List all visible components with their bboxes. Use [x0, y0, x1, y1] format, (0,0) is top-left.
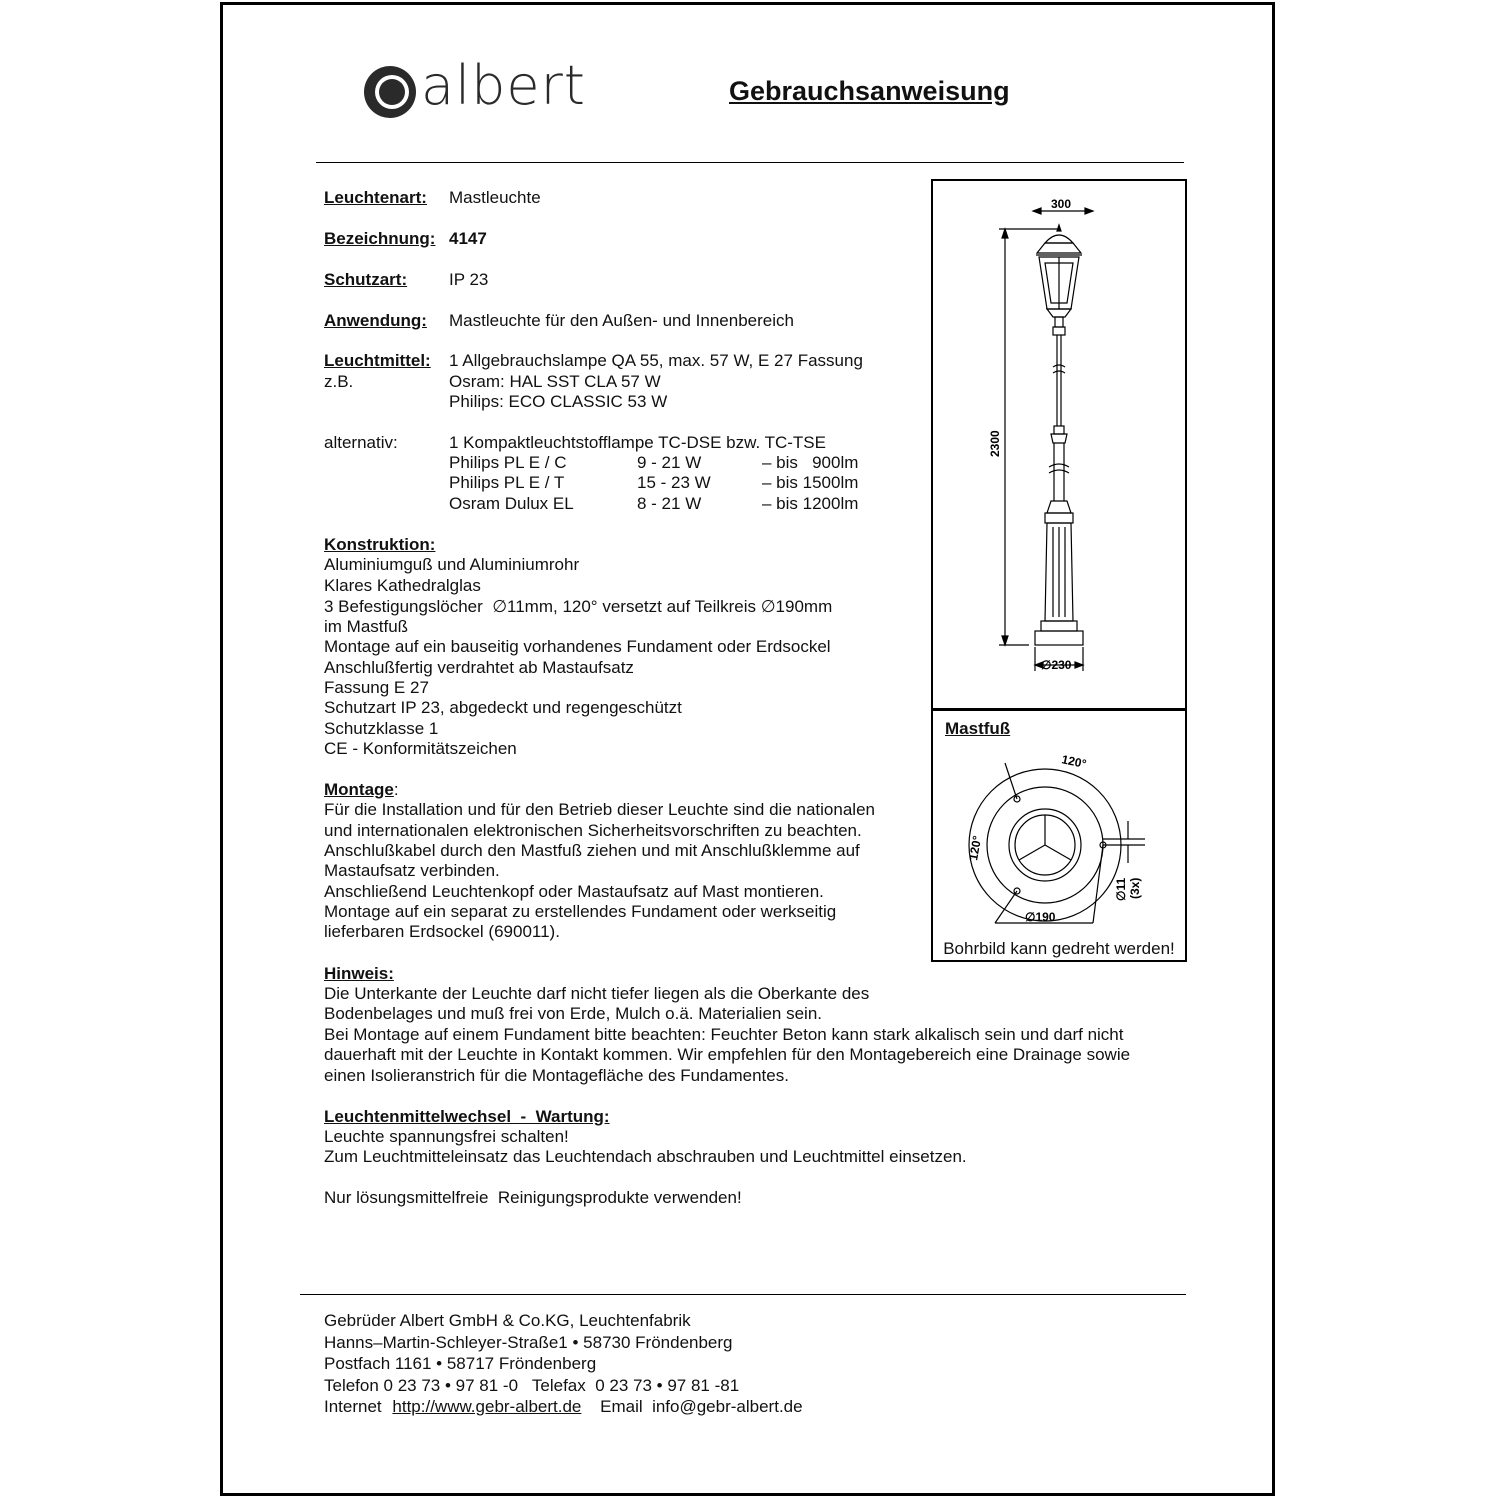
footer-internet-label: Internet [324, 1397, 382, 1416]
montage-line: Montage auf ein separat zu erstellendes Fundament oder werkseitig [324, 902, 837, 921]
konstruktion-line: Schutzart IP 23, abgedeckt und regengeschützt [324, 698, 682, 717]
width-dimension-label: 300 [1051, 197, 1072, 211]
hinweis-label: Hinweis: [324, 964, 394, 983]
konstruktion-line: im Mastfuß [324, 617, 409, 636]
page-title: Gebrauchsanweisung [729, 76, 1010, 106]
angle-top-label: 120° [1060, 752, 1088, 772]
montage-label: Montage [324, 780, 394, 799]
albert-logo-mark-icon [362, 64, 422, 120]
footer-divider [300, 1294, 1186, 1295]
bohrbild-note: Bohrbild kann gedreht werden! [943, 939, 1175, 958]
alt-row-name: Philips PL E / T [449, 473, 565, 492]
lamp-post-drawing [933, 181, 1185, 708]
montage-colon: : [393, 780, 399, 799]
bezeichnung-label: Bezeichnung: [324, 229, 436, 248]
bezeichnung-value: 4147 [449, 229, 487, 248]
alt-row-lumen: – bis 1200lm [762, 494, 859, 513]
zb-line: Osram: HAL SST CLA 57 W [449, 372, 661, 391]
footer-email[interactable]: Email info@gebr-albert.de [600, 1397, 803, 1416]
alternativ-label: alternativ: [324, 433, 398, 452]
lamp-drawing-box [931, 179, 1187, 710]
hole-dimension-label: ∅11 [1114, 877, 1128, 901]
montage-line: lieferbaren Erdsockel (690011). [324, 922, 560, 941]
hinweis-line: Die Unterkante der Leuchte darf nicht tiefer liegen als die Oberkante des [324, 984, 870, 1003]
konstruktion-line: Montage auf ein bauseitig vorhandenes Fundament oder Erdsockel [324, 637, 831, 656]
website-link[interactable]: http://www.gebr-albert.de [392, 1397, 582, 1416]
hole-count-label: (3x) [1128, 877, 1142, 899]
zb-line: Philips: ECO CLASSIC 53 W [449, 392, 668, 411]
montage-line: Anschließend Leuchtenkopf oder Mastaufsatz auf Mast montieren. [324, 882, 824, 901]
montage-heading [324, 780, 399, 800]
konstruktion-line: Schutzklasse 1 [324, 719, 439, 738]
wartung-label: Leuchtenmittelwechsel - Wartung: [324, 1107, 610, 1126]
alt-row-name: Philips PL E / C [449, 453, 567, 472]
mastfuss-box [931, 709, 1187, 962]
schutzart-value: IP 23 [449, 270, 489, 289]
alt-row-lumen: – bis 900lm [762, 453, 859, 472]
footer-internet [324, 1396, 803, 1417]
schutzart-label: Schutzart: [324, 270, 408, 289]
alt-row-watt: 15 - 23 W [637, 473, 711, 492]
konstruktion-line: Fassung E 27 [324, 678, 429, 697]
cleaning-note: Nur lösungsmittelfreie Reinigungsprodukte verwenden! [324, 1188, 742, 1207]
footer-postfach: Postfach 1161 • 58717 Fröndenberg [324, 1354, 597, 1373]
alternativ-value: 1 Kompaktleuchtstofflampe TC-DSE bzw. TC-TSE [449, 433, 826, 452]
leuchtmittel-label: Leuchtmittel: [324, 351, 431, 370]
hinweis-line: Bei Montage auf einem Fundament bitte beachten: Feuchter Beton kann stark alkalisch sein und darf nicht [324, 1025, 1124, 1044]
footer-address: Hanns–Martin-Schleyer-Straße1 • 58730 Fröndenberg [324, 1333, 733, 1352]
konstruktion-line: Aluminiumguß und Aluminiumrohr [324, 555, 580, 574]
anwendung-label: Anwendung: [324, 311, 427, 330]
logo-wordmark: albert [421, 54, 586, 117]
montage-line: Mastaufsatz verbinden. [324, 861, 500, 880]
hinweis-line: einen Isolieranstrich für die Montagefläche des Fundamentes. [324, 1066, 789, 1085]
leuchtmittel-value: 1 Allgebrauchslampe QA 55, max. 57 W, E 27 Fassung [449, 351, 863, 370]
leuchtenart-label: Leuchtenart: [324, 188, 427, 207]
konstruktion-line: 3 Befestigungslöcher ∅11mm, 120° versetzt auf Teilkreis ∅190mm [324, 597, 833, 616]
circle-dimension-label: ∅190 [1025, 910, 1056, 924]
konstruktion-line: Anschlußfertig verdrahtet ab Mastaufsatz [324, 658, 634, 677]
alt-row-lumen: – bis 1500lm [762, 473, 859, 492]
zb-label: z.B. [324, 372, 354, 391]
alt-row-name: Osram Dulux EL [449, 494, 574, 513]
wartung-line: Leuchte spannungsfrei schalten! [324, 1127, 569, 1146]
hinweis-line: dauerhaft mit der Leuchte in Kontakt kommen. Wir empfehlen für den Montagebereich eine Drainage sowie [324, 1045, 1131, 1064]
header-divider [316, 162, 1184, 163]
montage-line: Anschlußkabel durch den Mastfuß ziehen und mit Anschlußklemme auf [324, 841, 860, 860]
angle-left-label: 120° [966, 834, 985, 862]
footer-company: Gebrüder Albert GmbH & Co.KG, Leuchtenfabrik [324, 1311, 691, 1330]
albert-logo [362, 54, 602, 120]
alt-row-watt: 8 - 21 W [637, 494, 702, 513]
konstruktion-line: Klares Kathedralglas [324, 576, 481, 595]
leuchtenart-value: Mastleuchte [449, 188, 541, 207]
montage-line: und internationalen elektronischen Sicherheitsvorschriften zu beachten. [324, 821, 862, 840]
footer-telefon: Telefon 0 23 73 • 97 81 -0 Telefax 0 23 73 • 97 81 -81 [324, 1376, 740, 1395]
montage-line: Für die Installation und für den Betrieb dieser Leuchte sind die nationalen [324, 800, 875, 819]
mastfuss-drilling-diagram [933, 741, 1185, 931]
konstruktion-line: CE - Konformitätszeichen [324, 739, 517, 758]
alt-row-watt: 9 - 21 W [637, 453, 702, 472]
konstruktion-label: Konstruktion: [324, 535, 436, 554]
height-dimension-label: 2300 [988, 430, 1002, 457]
mastfuss-title: Mastfuß [945, 719, 1011, 738]
base-dimension-label: ∅230 [1041, 658, 1072, 672]
wartung-line: Zum Leuchtmitteleinsatz das Leuchtendach abschrauben und Leuchtmittel einsetzen. [324, 1147, 967, 1166]
anwendung-value: Mastleuchte für den Außen- und Innenbereich [449, 311, 794, 330]
hinweis-line: Bodenbelages und muß frei von Erde, Mulch o.ä. Materialien sein. [324, 1004, 822, 1023]
